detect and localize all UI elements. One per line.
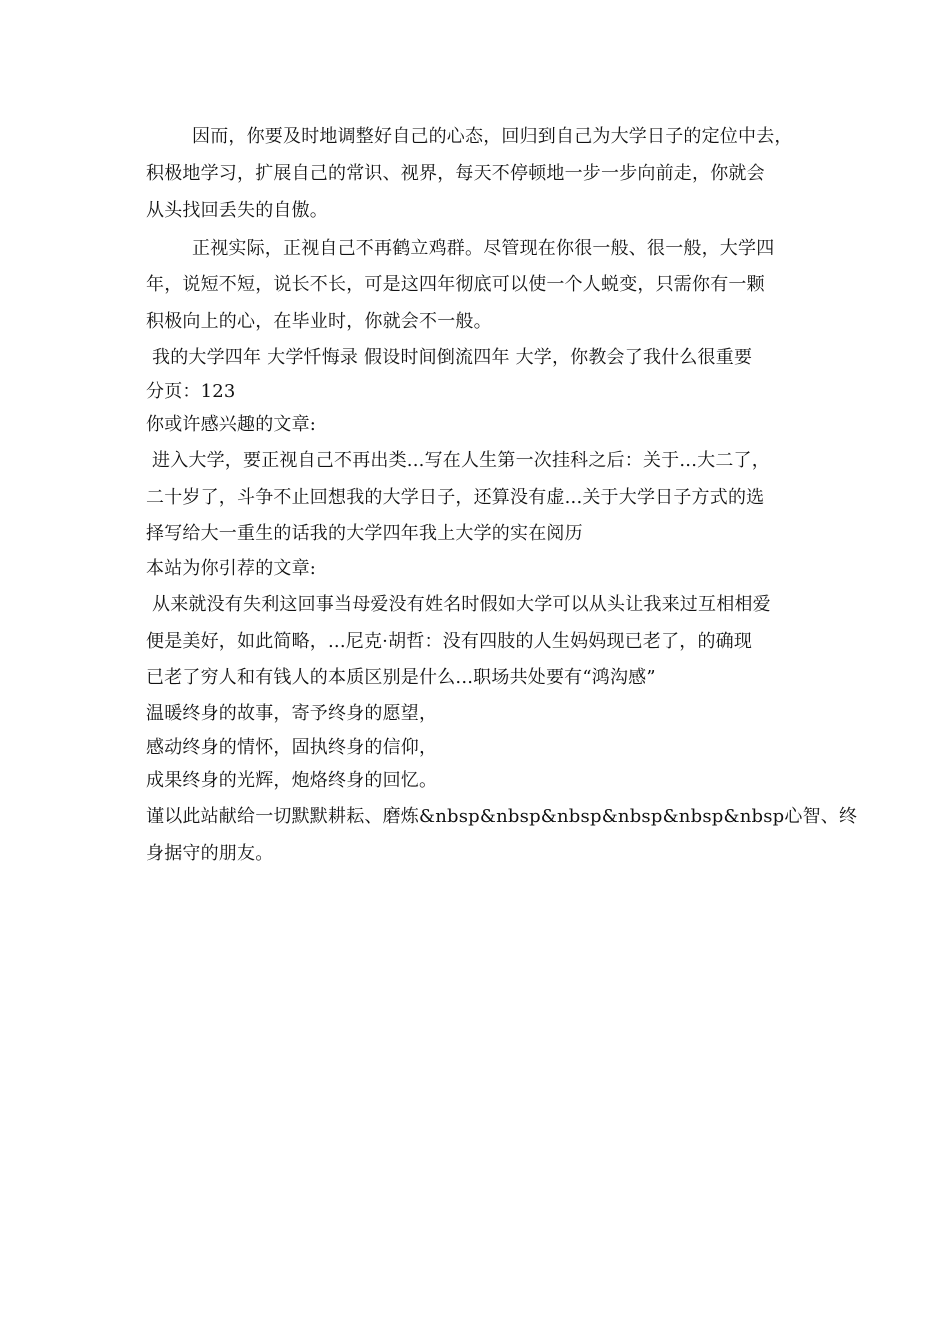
closing-line-4: 谨以此站献给一切默默耕耘、磨炼&nbsp&nbsp&nbsp&nbsp&nbsp&nbsp心智、终 <box>146 806 858 827</box>
closing-line-1: 温暖终身的故事，寄予终身的愿望， <box>146 703 438 724</box>
pagination[interactable]: 分页：123 <box>146 381 236 402</box>
interested-line-2[interactable]: 二十岁了，斗争不止回想我的大学日子，还算没有虚...关于大学日子方式的选 <box>146 487 765 508</box>
recommended-line-1[interactable]: 从来就没有失利这回事当母爱没有姓名时假如大学可以从头让我来过互相相爱 <box>152 594 771 615</box>
closing-line-2: 感动终身的情怀，固执终身的信仰， <box>146 737 438 758</box>
paragraph-1-line-1: 因而，你要及时地调整好自己的心态，回归到自己为大学日子的定位中去， <box>192 126 793 147</box>
related-article-links[interactable]: 我的大学四年 大学忏悔录 假设时间倒流四年 大学，你教会了我什么很重要 <box>152 347 753 368</box>
paragraph-1-line-2: 积极地学习，扩展自己的常识、视界，每天不停顿地一步一步向前走，你就会 <box>146 163 765 184</box>
recommended-line-2[interactable]: 便是美好，如此简略，...尼克·胡哲：没有四肢的人生妈妈现已老了，的确现 <box>146 631 753 652</box>
paragraph-1-line-3: 从头找回丢失的自傲。 <box>146 200 328 221</box>
interested-heading: 你或许感兴趣的文章: <box>146 414 317 435</box>
interested-line-1[interactable]: 进入大学，要正视自己不再出类...写在人生第一次挂科之后：关于...大二了， <box>152 450 770 471</box>
paragraph-2-line-1: 正视实际，正视自己不再鹤立鸡群。尽管现在你很一般、很一般，大学四 <box>192 238 775 259</box>
paragraph-2-line-3: 积极向上的心，在毕业时，你就会不一般。 <box>146 311 492 332</box>
closing-line-5: 身据守的朋友。 <box>146 843 274 864</box>
recommended-heading: 本站为你引荐的文章: <box>146 558 317 579</box>
paragraph-2-line-2: 年，说短不短，说长不长，可是这四年彻底可以使一个人蜕变，只需你有一颗 <box>146 274 765 295</box>
interested-line-3[interactable]: 择写给大一重生的话我的大学四年我上大学的实在阅历 <box>146 523 583 544</box>
recommended-line-3[interactable]: 已老了穷人和有钱人的本质区别是什么...职场共处要有“鸿沟感” <box>146 667 656 688</box>
closing-line-3: 成果终身的光辉，炮烙终身的回忆。 <box>146 770 438 791</box>
